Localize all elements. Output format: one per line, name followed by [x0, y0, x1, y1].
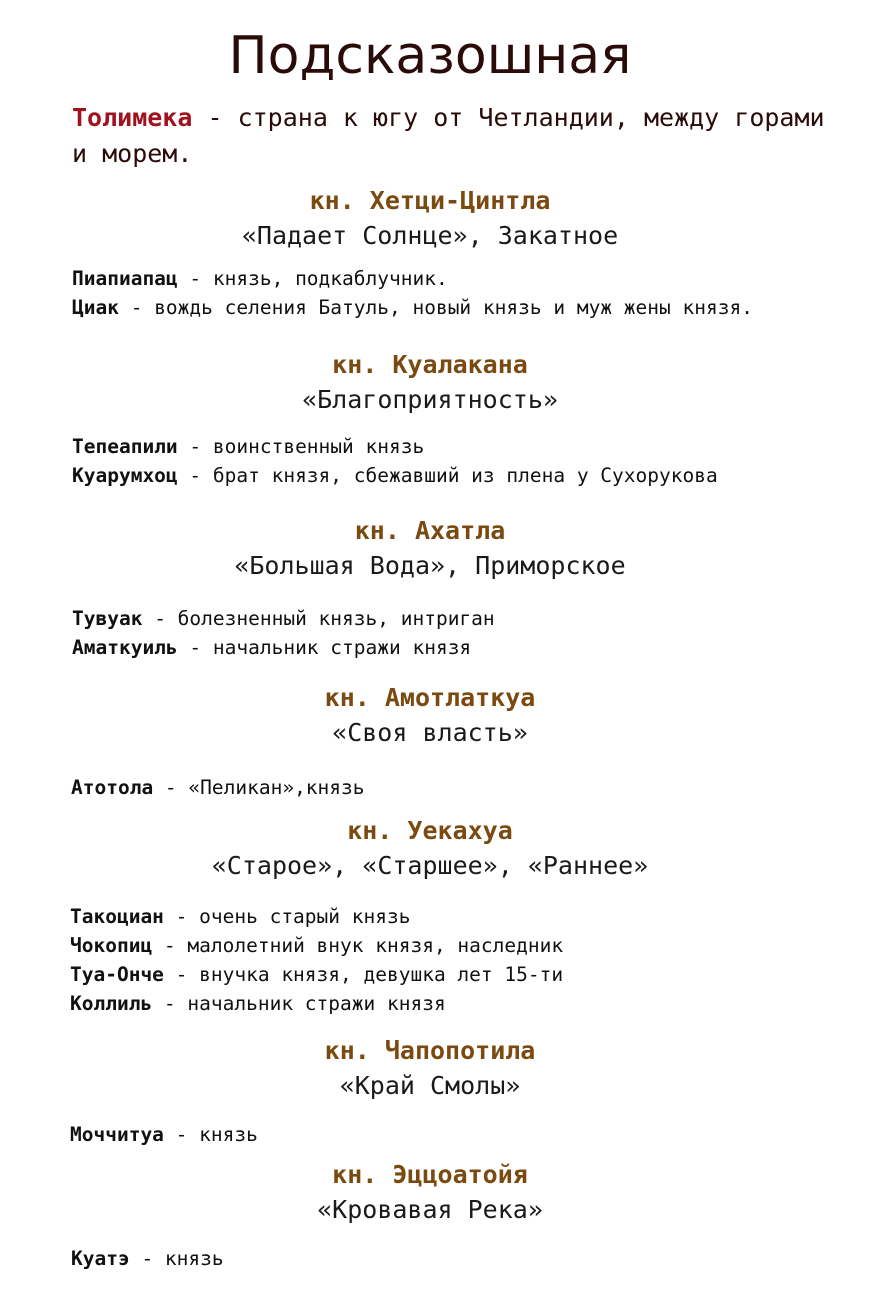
principality-meaning: «Падает Солнце», Закатное [241, 221, 619, 250]
character-name: Такоциан [70, 905, 164, 928]
character-entry [70, 960, 870, 989]
character-description: - брат князя, сбежавший из плена у Сухорукова [177, 464, 718, 487]
character-entry [72, 293, 872, 322]
principality-header [0, 1158, 860, 1228]
character-entry [72, 264, 872, 293]
principality-name: кн. Эццоатойя [332, 1160, 528, 1189]
character-list [71, 773, 871, 802]
character-description: - начальник стражи князя [177, 636, 472, 659]
character-list [70, 1120, 870, 1149]
principality-name: кн. Куалакана [332, 350, 528, 379]
character-list [72, 432, 872, 490]
country-name: Толимека [72, 103, 193, 132]
character-name: Атотола [71, 776, 154, 799]
character-entry [72, 633, 872, 662]
character-description: - вождь селения Батуль, новый князь и муж жены князя. [118, 296, 753, 319]
character-name: Коллиль [70, 992, 153, 1015]
principality-meaning: «Благоприятность» [302, 385, 558, 414]
principality-header [0, 348, 860, 418]
character-entry [72, 604, 872, 633]
principality-header [0, 514, 860, 584]
principality-header [0, 681, 860, 751]
character-description: - болезненный князь, интриган [142, 607, 495, 630]
character-description: - князь [163, 1123, 258, 1146]
character-description: - малолетний внук князя, наследник [152, 934, 564, 957]
character-name: Чокопиц [70, 934, 153, 957]
principality-name: кн. Уекахуа [347, 816, 513, 845]
principality-name: кн. Чапопотила [324, 1036, 536, 1065]
principality-name: кн. Амотлаткуа [324, 683, 536, 712]
principality-name: кн. Ахатла [354, 516, 506, 545]
character-description: - внучка князя, девушка лет 15-ти [163, 963, 564, 986]
character-entry [70, 1120, 870, 1149]
character-list [71, 1244, 871, 1273]
character-description: - князь, подкаблучник. [177, 267, 448, 290]
principality-meaning: «Край Смолы» [339, 1071, 521, 1100]
principality-meaning: «Своя власть» [332, 718, 528, 747]
principality-meaning: «Кровавая Река» [317, 1195, 543, 1224]
character-entry [72, 432, 872, 461]
principality-header [0, 184, 860, 254]
intro-paragraph [72, 100, 832, 172]
character-entry [72, 461, 872, 490]
principality-meaning: «Большая Вода», Приморское [234, 551, 626, 580]
character-description: - князь [129, 1247, 224, 1270]
character-name: Куарумхоц [72, 464, 178, 487]
principality-name: кн. Хетци-Цинтла [309, 186, 551, 215]
character-name: Туа-Онче [70, 963, 164, 986]
principality-header [0, 814, 860, 884]
character-entry [71, 1244, 871, 1273]
principality-meaning: «Старое», «Старшее», «Раннее» [211, 851, 649, 880]
character-name: Аматкуиль [72, 636, 178, 659]
character-entry [70, 989, 870, 1018]
character-name: Тепеапили [72, 435, 178, 458]
character-name: Куатэ [71, 1247, 130, 1270]
character-entry [70, 931, 870, 960]
character-name: Тувуак [72, 607, 143, 630]
character-list [72, 604, 872, 662]
character-name: Циак [72, 296, 119, 319]
character-description: - «Пеликан»,князь [153, 776, 365, 799]
character-name: Пиапиапац [72, 267, 178, 290]
page-title: Подсказошная [228, 26, 632, 86]
character-name: Моччитуа [70, 1123, 164, 1146]
character-entry [71, 773, 871, 802]
principality-header [0, 1034, 860, 1104]
character-list [72, 264, 872, 322]
character-description: - очень старый князь [163, 905, 411, 928]
character-description: - начальник стражи князя [152, 992, 446, 1015]
character-list [70, 902, 870, 1018]
character-description: - воинственный князь [177, 435, 425, 458]
country-description: - страна к югу от Четландии, между горами и морем. [72, 103, 825, 168]
character-entry [70, 902, 870, 931]
